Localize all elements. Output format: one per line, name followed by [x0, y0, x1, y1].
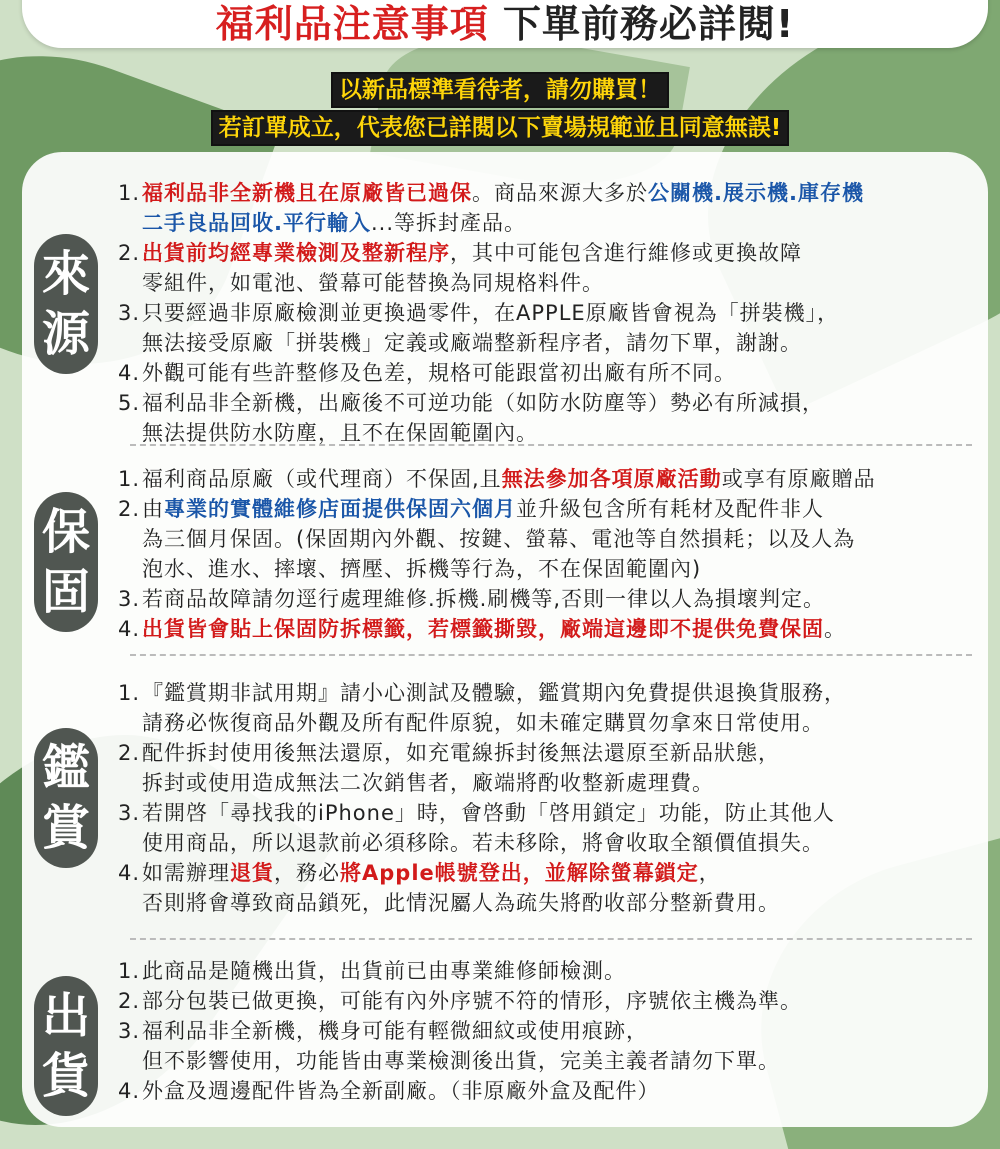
item-number: 3.	[118, 587, 141, 611]
title-red: 福利品注意事項	[215, 2, 489, 46]
section-badge	[34, 976, 98, 1116]
highlight-text: 二手良品回收.平行輸入	[142, 211, 371, 235]
highlight-text: 福利品非全新機且在原廠皆已過保	[142, 181, 472, 205]
body-text: 。	[824, 617, 846, 641]
section-badge	[34, 492, 98, 632]
title-bar	[22, 0, 988, 48]
badge-char: 貨	[41, 1048, 90, 1104]
item-line	[142, 388, 978, 418]
body-text: 否則將會導致商品鎖死，此情況屬人為疏失將酌收部分整新費用。	[142, 891, 780, 915]
item-line	[142, 678, 978, 708]
body-text: 但不影響使用，功能皆由專業檢測後出貨，完美主義者請勿下單。	[142, 1049, 780, 1073]
body-text: ，	[698, 861, 721, 885]
item-line	[142, 298, 978, 328]
item-text	[142, 178, 978, 238]
item-line	[142, 358, 978, 388]
item-list	[118, 678, 978, 918]
item-text	[142, 738, 978, 798]
badge-char: 來	[41, 246, 90, 302]
list-item	[118, 614, 978, 644]
item-line	[142, 238, 978, 268]
body-text: ，務必	[274, 861, 340, 885]
highlight-text: 公關機.展示機.庫存機	[648, 181, 864, 205]
highlight-text: 出貨前均經專業檢測及整新程序	[142, 241, 450, 265]
list-item	[118, 358, 978, 388]
item-line	[142, 268, 978, 298]
warning-text-2: 若訂單成立，代表您已詳閱以下賣場規範並且同意無誤!	[211, 110, 790, 146]
item-text	[142, 1016, 978, 1076]
list-item	[118, 464, 978, 494]
content-panel	[22, 152, 988, 1127]
item-number: 1.	[118, 181, 141, 205]
item-number: 4.	[118, 1079, 141, 1103]
list-item	[118, 238, 978, 298]
body-text: 『鑑賞期非試用期』請小心測試及體驗，鑑賞期內免費提供退換貨服務，	[142, 681, 846, 705]
item-line	[142, 956, 978, 986]
item-line	[142, 858, 978, 888]
body-text: 無法提供防水防塵，且不在保固範圍內。	[142, 421, 538, 445]
highlight-text: 出貨皆會貼上保固防拆標籤，若標籤撕毀，廠端這邊即不提供免費保固	[142, 617, 824, 641]
item-line	[142, 828, 978, 858]
list-item	[118, 1076, 978, 1106]
item-number: 1.	[118, 467, 141, 491]
item-line	[142, 584, 978, 614]
list-item	[118, 388, 978, 448]
section-badge	[34, 234, 98, 374]
warning-banner-2	[0, 110, 1000, 146]
item-line	[142, 178, 978, 208]
list-item	[118, 738, 978, 798]
item-list	[118, 956, 978, 1106]
body-text: 由	[142, 497, 164, 521]
highlight-text: 無法參加各項原廠活動	[501, 467, 722, 491]
item-text	[142, 358, 978, 388]
item-list	[118, 178, 978, 448]
item-number: 3.	[118, 801, 141, 825]
item-text	[142, 986, 978, 1016]
item-list	[118, 464, 978, 644]
badge-char: 賞	[41, 800, 90, 856]
body-text: 部分包裝已做更換，可能有內外序號不符的情形，序號依主機為準。	[142, 989, 802, 1013]
list-item	[118, 986, 978, 1016]
item-line	[142, 798, 978, 828]
highlight-text: 退貨	[230, 861, 274, 885]
item-text	[142, 584, 978, 614]
body-text: ...等拆封產品。	[370, 211, 527, 235]
item-number: 4.	[118, 861, 141, 885]
item-number: 3.	[118, 301, 141, 325]
body-text: 使用商品，所以退款前必須移除。若未移除，將會收取全額價值損失。	[142, 831, 824, 855]
divider	[130, 444, 972, 446]
item-line	[142, 986, 978, 1016]
body-text: 為三個月保固。(保固期內外觀、按鍵、螢幕、電池等自然損耗；以及人為	[142, 527, 856, 551]
item-number: 4.	[118, 361, 141, 385]
title-dark: 下單前務必詳閱!	[502, 2, 795, 46]
body-text: 此商品是隨機出貨，出貨前已由專業維修師檢測。	[142, 959, 626, 983]
list-item	[118, 584, 978, 614]
item-line	[142, 708, 978, 738]
item-line	[142, 1046, 978, 1076]
item-text	[142, 678, 978, 738]
body-text: 配件拆封使用後無法還原，如充電線拆封後無法還原至新品狀態，	[142, 741, 780, 765]
body-text: 若開啓「尋找我的iPhone」時，會啓動「啓用鎖定」功能，防止其他人	[142, 801, 835, 825]
divider	[130, 938, 972, 940]
warning-banner-1	[0, 72, 1000, 108]
item-line	[142, 494, 978, 524]
body-text: 並升級包含所有耗材及配件非人	[516, 497, 824, 521]
badge-char: 保	[41, 504, 90, 560]
item-number: 5.	[118, 391, 141, 415]
item-number: 3.	[118, 1019, 141, 1043]
item-number: 2.	[118, 497, 141, 521]
item-line	[142, 524, 978, 554]
body-text: ，其中可能包含進行維修或更換故障	[450, 241, 802, 265]
item-number: 2.	[118, 241, 141, 265]
item-line	[142, 328, 978, 358]
divider	[130, 654, 972, 656]
item-text	[142, 238, 978, 298]
highlight-text: 專業的實體維修店面提供保固六個月	[164, 497, 516, 521]
item-line	[142, 768, 978, 798]
item-text	[142, 858, 978, 918]
item-line	[142, 1076, 978, 1106]
item-line	[142, 554, 978, 584]
list-item	[118, 858, 978, 918]
body-text: 只要經過非原廠檢測並更換過零件，在APPLE原廠皆會視為「拼裝機」，	[142, 301, 840, 325]
list-item	[118, 956, 978, 986]
body-text: 或享有原廠贈品	[721, 467, 876, 491]
item-text	[142, 956, 978, 986]
item-line	[142, 1016, 978, 1046]
body-text: 福利品非全新機，機身可能有輕微細紋或使用痕跡，	[142, 1019, 648, 1043]
warning-text-1: 以新品標準看待者，請勿購買！	[331, 72, 669, 108]
item-text	[142, 614, 978, 644]
list-item	[118, 298, 978, 358]
list-item	[118, 678, 978, 738]
body-text: 外盒及週邊配件皆為全新副廠。（非原廠外盒及配件）	[142, 1079, 660, 1103]
body-text: 泡水、進水、摔壞、擠壓、拆機等行為，不在保固範圍內)	[142, 557, 702, 581]
list-item	[118, 798, 978, 858]
body-text: 外觀可能有些許整修及色差，規格可能跟當初出廠有所不同。	[142, 361, 736, 385]
list-item	[118, 494, 978, 584]
item-line	[142, 888, 978, 918]
body-text: 無法接受原廠「拼裝機」定義或廠端整新程序者，請勿下單，謝謝。	[142, 331, 802, 355]
item-line	[142, 464, 978, 494]
item-number: 1.	[118, 959, 141, 983]
body-text: 請務必恢復商品外觀及所有配件原貌，如未確定購買勿拿來日常使用。	[142, 711, 824, 735]
body-text: 若商品故障請勿逕行處理維修.拆機.刷機等,否則一律以人為損壞判定。	[142, 587, 826, 611]
item-line	[142, 738, 978, 768]
badge-char: 源	[41, 306, 90, 362]
item-text	[142, 494, 978, 584]
item-text	[142, 298, 978, 358]
body-text: 零組件，如電池、螢幕可能替換為同規格料件。	[142, 271, 604, 295]
item-line	[142, 208, 978, 238]
item-number: 2.	[118, 741, 141, 765]
item-number: 1.	[118, 681, 141, 705]
item-text	[142, 464, 978, 494]
item-text	[142, 798, 978, 858]
item-line	[142, 614, 978, 644]
item-number: 2.	[118, 989, 141, 1013]
body-text: 拆封或使用造成無法二次銷售者，廠端將酌收整新處理費。	[142, 771, 714, 795]
list-item	[118, 1016, 978, 1076]
body-text: 如需辦理	[142, 861, 230, 885]
badge-char: 出	[41, 988, 90, 1044]
badge-char: 固	[41, 564, 90, 620]
body-text: 福利商品原廠（或代理商）不保固,且	[142, 467, 502, 491]
badge-char: 鑑	[41, 740, 90, 796]
page-title	[22, 0, 988, 46]
body-text: 。商品來源大多於	[472, 181, 648, 205]
item-text	[142, 388, 978, 448]
item-number: 4.	[118, 617, 141, 641]
list-item	[118, 178, 978, 238]
item-text	[142, 1076, 978, 1106]
section-badge	[34, 728, 98, 868]
highlight-text: 將Apple帳號登出，並解除螢幕鎖定	[340, 861, 699, 885]
body-text: 福利品非全新機，出廠後不可逆功能（如防水防塵等）勢必有所減損，	[142, 391, 824, 415]
